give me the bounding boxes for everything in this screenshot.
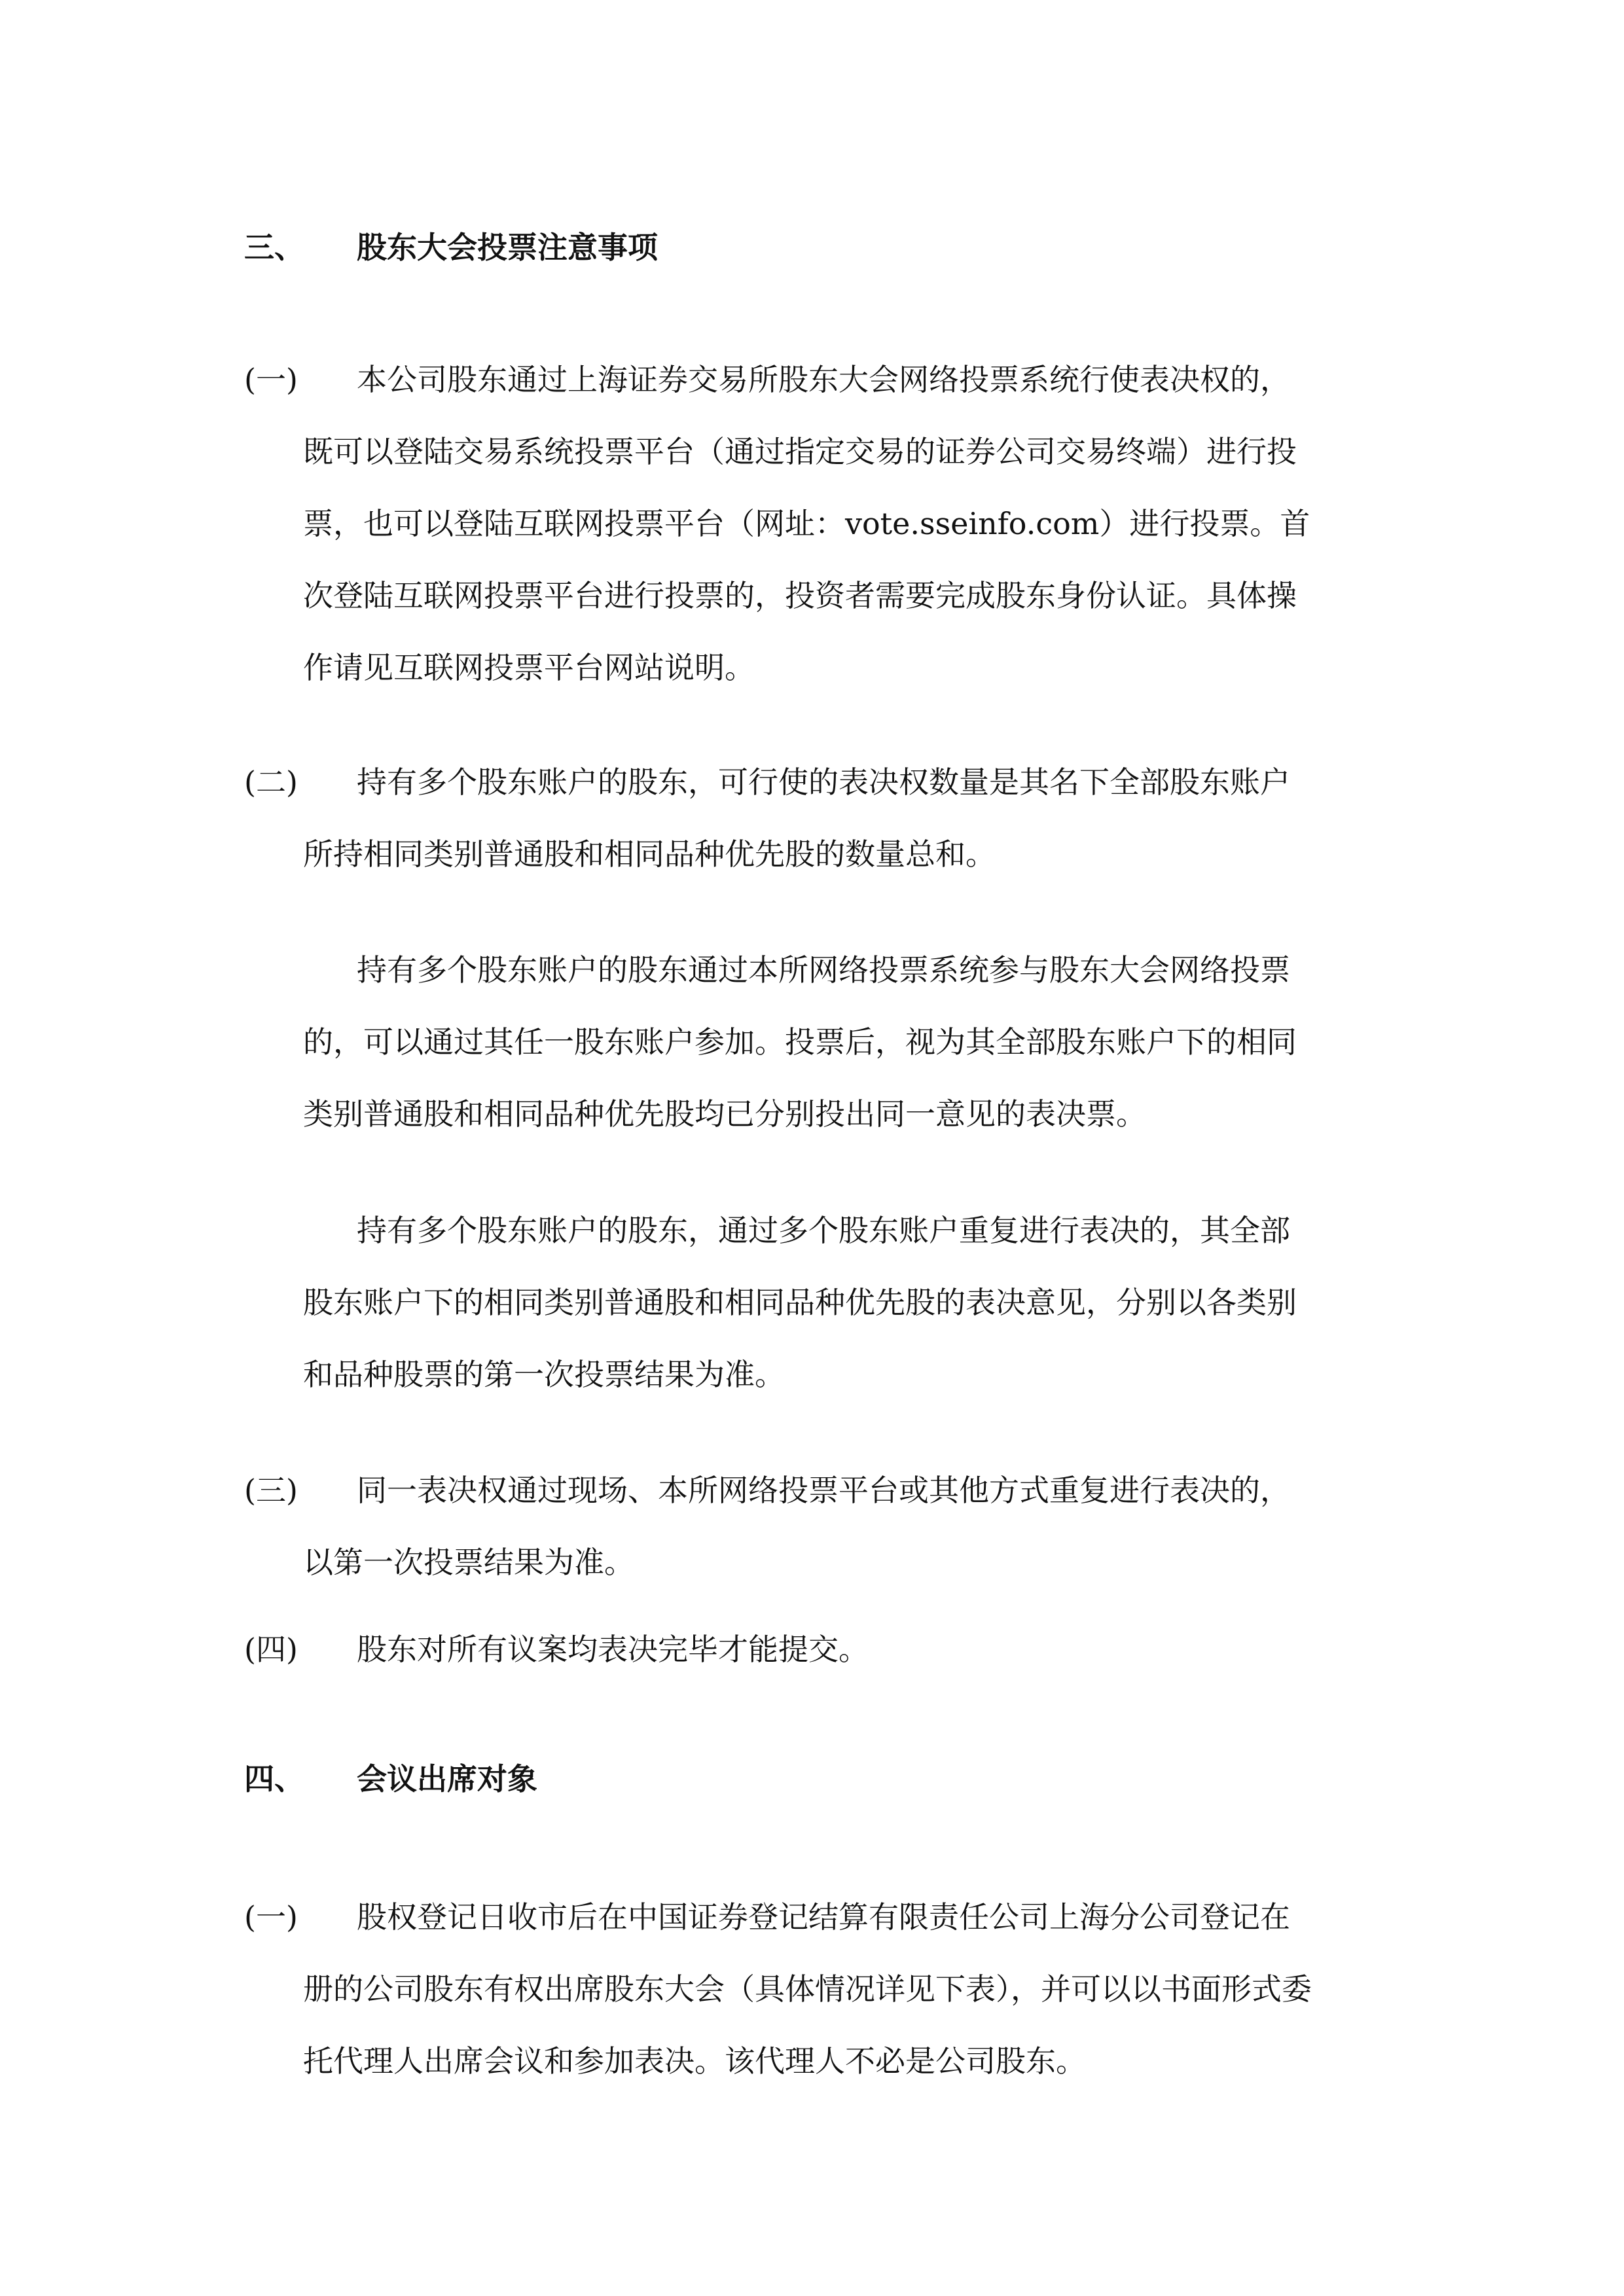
item-3-2-para-2-line-2: 股东账户下的相同类别普通股和相同品种优先股的表决意见，分别以各类别 (303, 1285, 1297, 1320)
section-title: 股东大会投票注意事项 (357, 230, 658, 265)
item-marker: (一) (244, 1899, 298, 1935)
item-4-1-line-2: 册的公司股东有权出席股东大会（具体情况详见下表），并可以以书面形式委 (303, 1971, 1312, 2007)
item-3-2-para-2-line-1: 持有多个股东账户的股东，通过多个股东账户重复进行表决的，其全部 (357, 1213, 1290, 1248)
item-3-2-line-1: 持有多个股东账户的股东，可行使的表决权数量是其名下全部股东账户 (357, 764, 1290, 800)
item-4-1-line-3: 托代理人出席会议和参加表决。该代理人不必是公司股东。 (303, 2043, 1086, 2079)
item-4-1-line-1: 股权登记日收市后在中国证券登记结算有限责任公司上海分公司登记在 (357, 1899, 1290, 1935)
item-3-4-line-1: 股东对所有议案均表决完毕才能提交。 (357, 1632, 869, 1667)
text-line: 本公司股东通过上海证券交易所股东大会网络投票系统行使表决权的， (357, 362, 1290, 397)
item-3-1-line-2: 既可以登陆交易系统投票平台（通过指定交易的证券公司交易终端）进行投 (303, 434, 1297, 469)
item-3-1-text (303, 344, 1429, 416)
item-marker: (三) (244, 1473, 298, 1508)
section-number: 三、 (244, 230, 304, 265)
item-3-3-line-1: 同一表决权通过现场、本所网络投票平台或其他方式重复进行表决的， (357, 1473, 1290, 1508)
item-3-1-line-4: 次登陆互联网投票平台进行投票的，投资者需要完成股东身份认证。具体操 (303, 578, 1297, 613)
item-3-2-para-1-line-3: 类别普通股和相同品种优先股均已分别投出同一意见的表决票。 (303, 1096, 1146, 1132)
item-3-2-line-2: 所持相同类别普通股和相同品种优先股的数量总和。 (303, 836, 996, 872)
item-3-2-para-2-line-3: 和品种股票的第一次投票结果为准。 (303, 1357, 785, 1392)
item-3-1-line-3: 票，也可以登陆互联网投票平台（网址：vote.sseinfo.com）进行投票。首 (303, 506, 1310, 541)
section-number: 四、 (244, 1761, 304, 1797)
item-3-3-line-2: 以第一次投票结果为准。 (303, 1545, 634, 1580)
item-marker: (四) (244, 1632, 298, 1667)
item-marker: (二) (244, 764, 298, 800)
item-3-2-para-1-line-1: 持有多个股东账户的股东通过本所网络投票系统参与股东大会网络投票 (357, 952, 1290, 988)
section-title: 会议出席对象 (357, 1761, 537, 1797)
item-3-2-para-1-line-2: 的，可以通过其任一股东账户参加。投票后，视为其全部股东账户下的相同 (303, 1024, 1297, 1060)
item-3-1-line-5: 作请见互联网投票平台网站说明。 (303, 650, 755, 685)
item-marker: (一) (244, 362, 298, 397)
